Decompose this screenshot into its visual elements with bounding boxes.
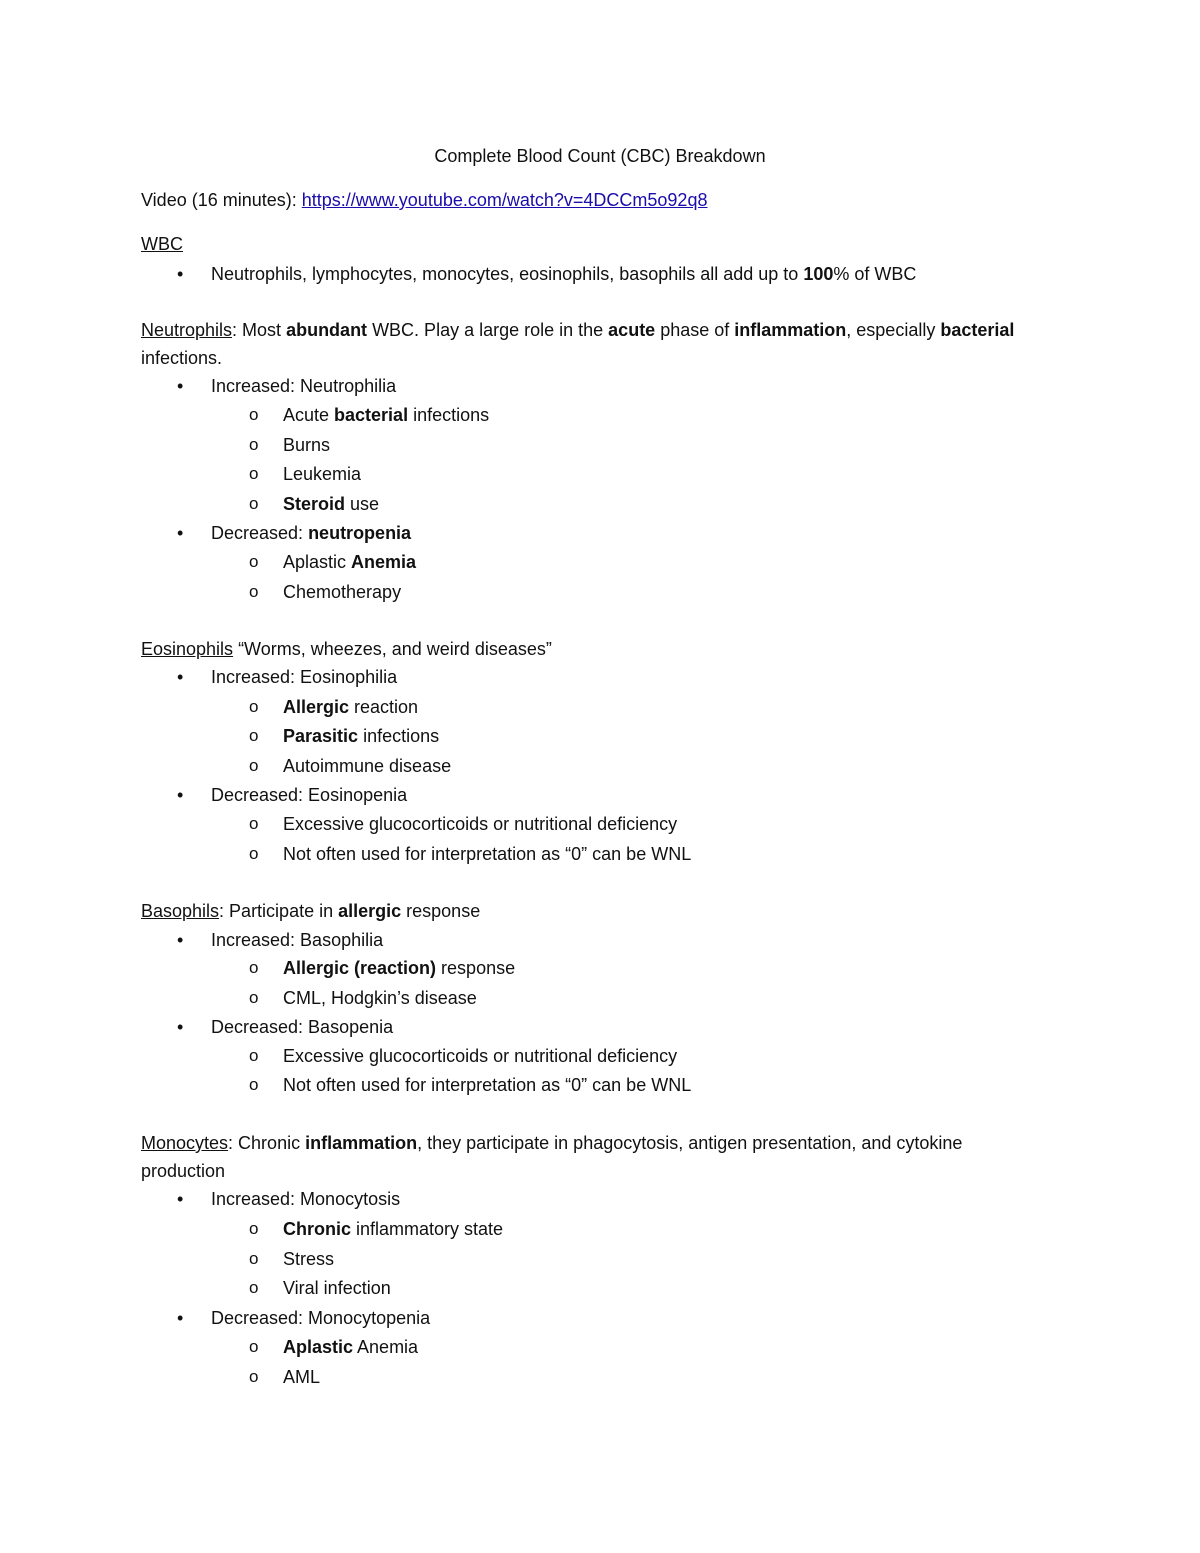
eosinophils-decreased: Decreased: Eosinopenia	[211, 785, 408, 805]
list-item: CML, Hodgkin’s disease	[283, 988, 477, 1008]
neutrophils-heading: Neutrophils	[141, 320, 233, 340]
list-item: AML	[283, 1367, 321, 1387]
basophils-description: Basophils: Participate in allergic response	[141, 901, 481, 921]
wbc-heading: WBC	[141, 234, 183, 254]
sub-bullet-icon: o	[249, 464, 259, 483]
list-item: Steroid use	[283, 494, 380, 514]
sub-bullet-icon: o	[249, 582, 259, 601]
sub-bullet-icon: o	[249, 1278, 259, 1297]
sub-bullet-icon: o	[249, 1337, 259, 1356]
neutrophils-description: Neutrophils: Most abundant WBC. Play a large role in the acute phase of inflammation, especially bacterial infections.	[141, 320, 1015, 368]
list-item: Allergic (reaction) response	[283, 958, 516, 978]
basophils-increased: Increased: Basophilia	[211, 930, 384, 950]
list-item: Leukemia	[283, 464, 362, 484]
eosinophils-increased: Increased: Eosinophilia	[211, 667, 398, 687]
list-item: Chronic inflammatory state	[283, 1219, 504, 1239]
sub-bullet-icon: o	[249, 814, 259, 833]
bullet-icon: •	[177, 785, 184, 805]
document-title: Complete Blood Count (CBC) Breakdown	[434, 146, 766, 166]
sub-bullet-icon: o	[249, 1046, 259, 1065]
neutrophils-decreased: Decreased: neutropenia	[211, 523, 412, 543]
monocytes-heading: Monocytes	[141, 1133, 229, 1153]
sub-bullet-icon: o	[249, 435, 259, 454]
list-item: Allergic reaction	[283, 697, 419, 717]
monocytes-description: Monocytes: Chronic inflammation, they participate in phagocytosis, antigen presentation, and cytokine production	[141, 1133, 963, 1181]
eosinophils-description: Eosinophils “Worms, wheezes, and weird diseases”	[141, 639, 552, 659]
basophils-heading: Basophils	[141, 901, 220, 921]
bullet-icon: •	[177, 930, 184, 950]
sub-bullet-icon: o	[249, 988, 259, 1007]
video-line	[141, 187, 707, 213]
video-label: Video (16 minutes):	[141, 190, 302, 210]
list-item: Aplastic Anemia	[283, 1337, 419, 1357]
sub-bullet-icon: o	[249, 756, 259, 775]
list-item: Aplastic Anemia	[283, 552, 417, 572]
sub-bullet-icon: o	[249, 1367, 259, 1386]
sub-bullet-icon: o	[249, 1249, 259, 1268]
list-item: Excessive glucocorticoids or nutritional deficiency	[283, 1046, 678, 1066]
list-item: Chemotherapy	[283, 582, 402, 602]
sub-bullet-icon: o	[249, 1075, 259, 1094]
sub-bullet-icon: o	[249, 494, 259, 513]
monocytes-increased: Increased: Monocytosis	[211, 1189, 401, 1209]
list-item: Viral infection	[283, 1278, 391, 1298]
wbc-bullet-text: Neutrophils, lymphocytes, monocytes, eosinophils, basophils all add up to 100% of WBC	[211, 264, 917, 284]
bullet-icon: •	[177, 667, 184, 687]
sub-bullet-icon: o	[249, 958, 259, 977]
list-item: Acute bacterial infections	[283, 405, 490, 425]
eosinophils-heading: Eosinophils	[141, 639, 234, 659]
basophils-decreased: Decreased: Basopenia	[211, 1017, 394, 1037]
list-item: Not often used for interpretation as “0” can be WNL	[283, 1075, 692, 1095]
sub-bullet-icon: o	[249, 405, 259, 424]
list-item: Not often used for interpretation as “0” can be WNL	[283, 844, 692, 864]
bullet-icon: •	[177, 523, 184, 543]
monocytes-decreased: Decreased: Monocytopenia	[211, 1308, 431, 1328]
bullet-icon: •	[177, 1308, 184, 1328]
list-item: Excessive glucocorticoids or nutritional deficiency	[283, 814, 678, 834]
list-item: Burns	[283, 435, 331, 455]
neutrophils-increased: Increased: Neutrophilia	[211, 376, 397, 396]
list-item: Stress	[283, 1249, 335, 1269]
list-item: Autoimmune disease	[283, 756, 452, 776]
bullet-icon: •	[177, 264, 184, 284]
sub-bullet-icon: o	[249, 726, 259, 745]
bullet-icon: •	[177, 1189, 184, 1209]
video-link[interactable]: https://www.youtube.com/watch?v=4DCCm5o92q8	[301, 190, 708, 210]
sub-bullet-icon: o	[249, 552, 259, 571]
bullet-icon: •	[177, 1017, 184, 1037]
list-item: Parasitic infections	[283, 726, 440, 746]
bullet-icon: •	[177, 376, 184, 396]
sub-bullet-icon: o	[249, 1219, 259, 1238]
sub-bullet-icon: o	[249, 844, 259, 863]
sub-bullet-icon: o	[249, 697, 259, 716]
